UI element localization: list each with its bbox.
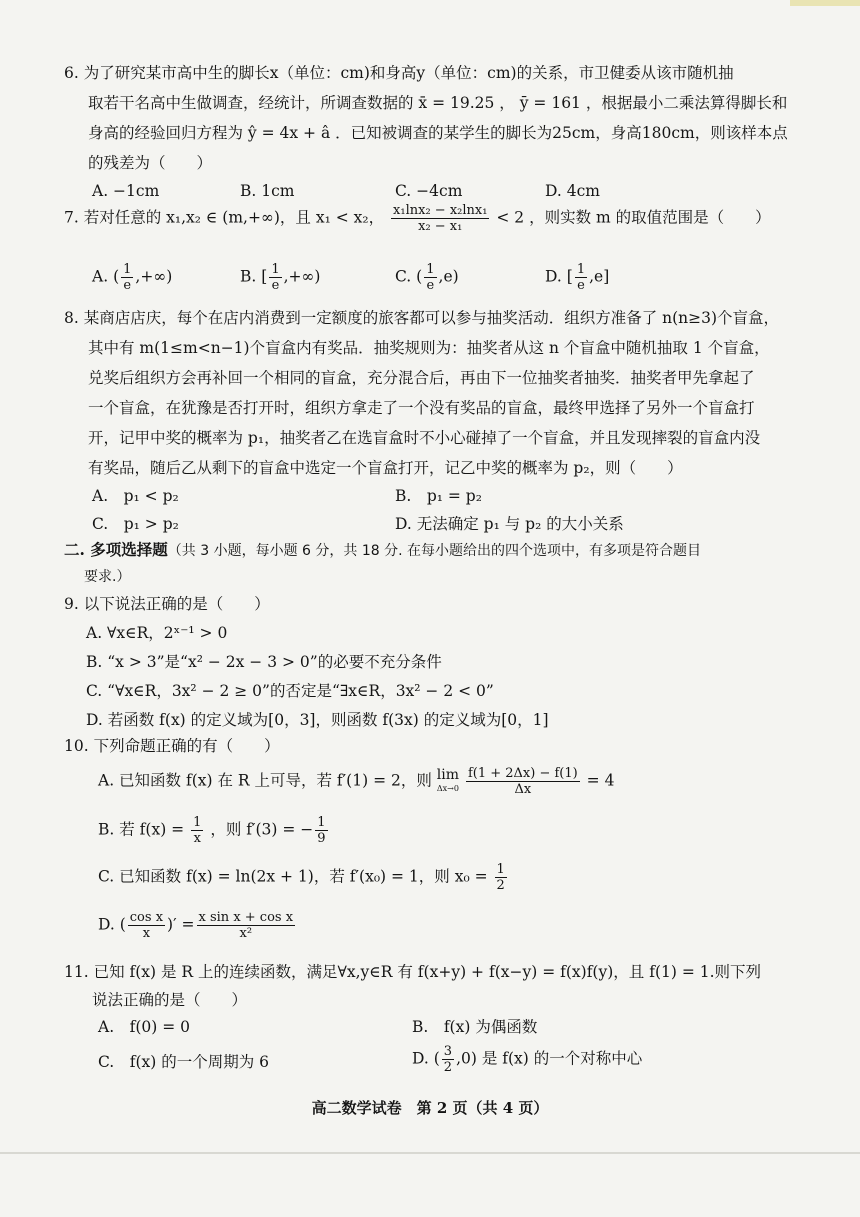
q7-option-a-close: ,+∞) — [135, 267, 173, 286]
q8-option-d: D. 无法确定 p₁ 与 p₂ 的大小关系 — [395, 515, 624, 533]
q10-a-limit — [437, 768, 459, 796]
q7-option-b-num: 1 — [271, 262, 280, 277]
q10-d-frac-2 — [197, 910, 296, 941]
q10-option-d — [98, 910, 297, 941]
q10-c-frac — [495, 862, 507, 893]
q10-b-mid: ，则 f′(3) = − — [210, 820, 314, 839]
q11-d-den: 2 — [443, 1060, 453, 1075]
q10-d-mid: )′ = — [167, 915, 195, 934]
q10-b-num-2: 1 — [317, 815, 326, 830]
q11-option-a: A. f(0) = 0 — [98, 1018, 191, 1036]
q11-d-post: ,0) 是 f(x) 的一个对称中心 — [456, 1049, 643, 1068]
q7-option-c-close: ,e) — [438, 267, 459, 286]
q10-c-den: 2 — [496, 878, 505, 893]
q10-option-b — [98, 815, 330, 846]
q10-b-frac-1 — [191, 815, 203, 846]
q10-c-pre: C. 已知函数 f(x) = ln(2x + 1)，若 f′(x₀) = 1，则 x₀ = — [98, 867, 488, 886]
q10-d-pre: D. ( — [98, 915, 126, 934]
section-2-title: 二. 多项选择题 — [64, 540, 168, 559]
q7-option-a-frac — [121, 262, 133, 293]
q7-option-b — [240, 262, 320, 293]
q11-d-pre: D. ( — [412, 1049, 440, 1068]
q7-option-c-frac — [424, 262, 436, 293]
q10-d-den-2: x² — [239, 926, 253, 941]
q7-option-d — [545, 262, 609, 293]
q8-line-1: 8. 某商店店庆，每个在店内消费到一定额度的旅客都可以参与抽奖活动．组织方准备了 n(n≥3)个盲盒， — [64, 309, 780, 327]
q8-option-b: B. p₁ = p₂ — [395, 487, 482, 505]
q6-option-a: A. −1cm — [92, 182, 160, 200]
q11-d-frac — [442, 1044, 454, 1075]
q10-a-post: = 4 — [586, 771, 615, 790]
q6-line-4: 的残差为（ ） — [88, 154, 213, 172]
q10-b-pre: B. 若 f(x) = — [98, 820, 185, 839]
q7-option-d-frac — [575, 262, 587, 293]
q7-stem-post: < 2 ，则实数 m 的取值范围是（ ） — [496, 208, 771, 227]
q11-line-2: 说法正确的是（ ） — [92, 991, 248, 1009]
scan-corner-mark — [790, 0, 860, 6]
q11-option-d — [412, 1044, 642, 1075]
q7-option-b-den: e — [271, 278, 280, 293]
q7-stem — [64, 203, 771, 234]
q7-stem-pre: 7. 若对任意的 x₁,x₂ ∈ (m,+∞)，且 x₁ < x₂， — [64, 208, 385, 227]
q8-line-3: 兑奖后组织方会再补回一个相同的盲盒，充分混合后，再由下一位抽奖者抽奖．抽奖者甲先拿起了 — [88, 369, 755, 387]
q11-option-c: C. f(x) 的一个周期为 6 — [98, 1053, 270, 1071]
q6-line-1: 6. 为了研究某市高中生的脚长x（单位：cm)和身高y（单位：cm)的关系，市卫健委从该市随机抽 — [64, 64, 734, 82]
q10-b-den-2: 9 — [317, 831, 326, 846]
q10-a-fraction — [466, 766, 580, 797]
q8-option-c: C. p₁ > p₂ — [92, 515, 179, 533]
page-footer: 高二数学试卷 第 2 页（共 4 页） — [311, 1099, 549, 1117]
q6-option-d: D. 4cm — [545, 182, 600, 200]
q11-line-1: 11. 已知 f(x) 是 R 上的连续函数，满足∀x,y∈R 有 f(x+y) + f(x−y) = f(x)f(y)，且 f(1) = 1.则下列 — [64, 963, 762, 981]
q7-option-a-num: 1 — [123, 262, 132, 277]
q9-option-c: C. “∀x∈R，3x² − 2 ≥ 0”的否定是“∃x∈R，3x² − 2 < 0” — [86, 682, 494, 700]
q6-line-2: 取若干名高中生做调查，经统计，所调查数据的 x̄ = 19.25 ， ȳ = 161 ，根据最小二乘法算得脚长和 — [88, 94, 788, 112]
q7-option-b-close: ,+∞) — [283, 267, 321, 286]
q7-fraction — [391, 203, 489, 234]
q8-option-a: A. p₁ < p₂ — [92, 487, 179, 505]
q7-option-c-label: C. — [395, 267, 412, 286]
q11-d-num: 3 — [443, 1044, 453, 1059]
q9-stem: 9. 以下说法正确的是（ ） — [64, 595, 270, 613]
q10-d-num-2: x sin x + cos x — [198, 910, 294, 925]
section-2-desc-1: （共 3 小题，每小题 6 分，共 18 分. 在每小题给出的四个选项中，有多项是符合题目 — [167, 543, 702, 559]
q7-option-c — [395, 262, 459, 293]
q7-option-a — [92, 262, 172, 293]
q7-option-d-den: e — [577, 278, 585, 293]
q10-a-lim-word: lim — [436, 766, 460, 783]
q10-d-frac-1 — [128, 910, 165, 941]
q10-d-num-1: cos x — [129, 910, 164, 925]
section-2-heading — [64, 539, 701, 562]
q7-option-d-close: ,e] — [589, 267, 610, 286]
q7-option-b-open: [ — [261, 267, 268, 286]
q9-option-d: D. 若函数 f(x) 的定义域为[0，3]，则函数 f(3x) 的定义域为[0，1] — [86, 711, 549, 729]
q10-d-den-1: x — [142, 926, 151, 941]
q10-b-frac-2 — [315, 815, 327, 846]
q6-option-c: C. −4cm — [395, 182, 463, 200]
q7-option-c-den: e — [426, 278, 435, 293]
q7-option-d-label: D. — [545, 267, 562, 286]
q7-option-d-open: [ — [566, 267, 573, 286]
q7-option-a-den: e — [123, 278, 132, 293]
q8-line-5: 开，记甲中奖的概率为 p₁，抽奖者乙在选盲盒时不小心碰掉了一个盲盒，并且发现摔裂的盲盒内没 — [88, 429, 761, 447]
q8-line-2: 其中有 m(1≤m<n−1)个盲盒内有奖品．抽奖规则为：抽奖者从这 n 个盲盒中随机抽取 1 个盲盒， — [88, 339, 770, 357]
q9-option-a: A. ∀x∈R，2ˣ⁻¹ > 0 — [86, 624, 228, 642]
q10-c-num: 1 — [496, 862, 505, 877]
q7-option-d-num: 1 — [576, 262, 586, 277]
q10-stem: 10. 下列命题正确的有（ ） — [64, 737, 280, 755]
q10-option-c — [98, 862, 509, 893]
q7-option-b-frac — [269, 262, 281, 293]
q10-a-pre: A. 已知函数 f(x) 在 R 上可导，若 f′(1) = 2，则 — [98, 771, 432, 790]
q7-option-c-open: ( — [416, 267, 423, 286]
q10-b-num-1: 1 — [193, 815, 202, 830]
q7-fraction-denominator: x₂ − x₁ — [418, 219, 463, 234]
q11-option-b: B. f(x) 为偶函数 — [412, 1018, 538, 1036]
q10-a-den: Δx — [514, 782, 532, 797]
scan-edge-line — [0, 1152, 860, 1154]
q8-line-6: 有奖品，随后乙从剩下的盲盒中选定一个盲盒打开，记乙中奖的概率为 p₂，则（ ） — [88, 459, 683, 477]
q10-b-den-1: x — [193, 831, 201, 846]
section-2-desc-2: 要求.） — [84, 569, 131, 585]
q7-option-c-num: 1 — [426, 262, 435, 277]
q7-option-a-open: ( — [113, 267, 120, 286]
q10-a-num: f(1 + 2Δx) − f(1) — [467, 766, 578, 781]
q6-line-3: 身高的经验回归方程为 ŷ = 4x + â ．已知被调查的某学生的脚长为25cm，身高180cm，则该样本点 — [88, 124, 788, 142]
q8-line-4: 一个盲盒，在犹豫是否打开时，组织方拿走了一个没有奖品的盲盒，最终甲选择了另外一个盲盒打 — [88, 399, 755, 417]
q7-option-a-label: A. — [92, 267, 109, 286]
section-2-desc-line-2 — [84, 565, 130, 588]
q10-a-lim-sub: Δx→0 — [436, 783, 459, 793]
q10-option-a — [98, 766, 614, 797]
q7-fraction-numerator: x₁lnx₂ − x₂lnx₁ — [393, 203, 488, 218]
q6-option-b: B. 1cm — [240, 182, 295, 200]
q9-option-b: B. “x > 3”是“x² − 2x − 3 > 0”的必要不充分条件 — [86, 653, 442, 671]
q7-option-b-label: B. — [240, 267, 257, 286]
